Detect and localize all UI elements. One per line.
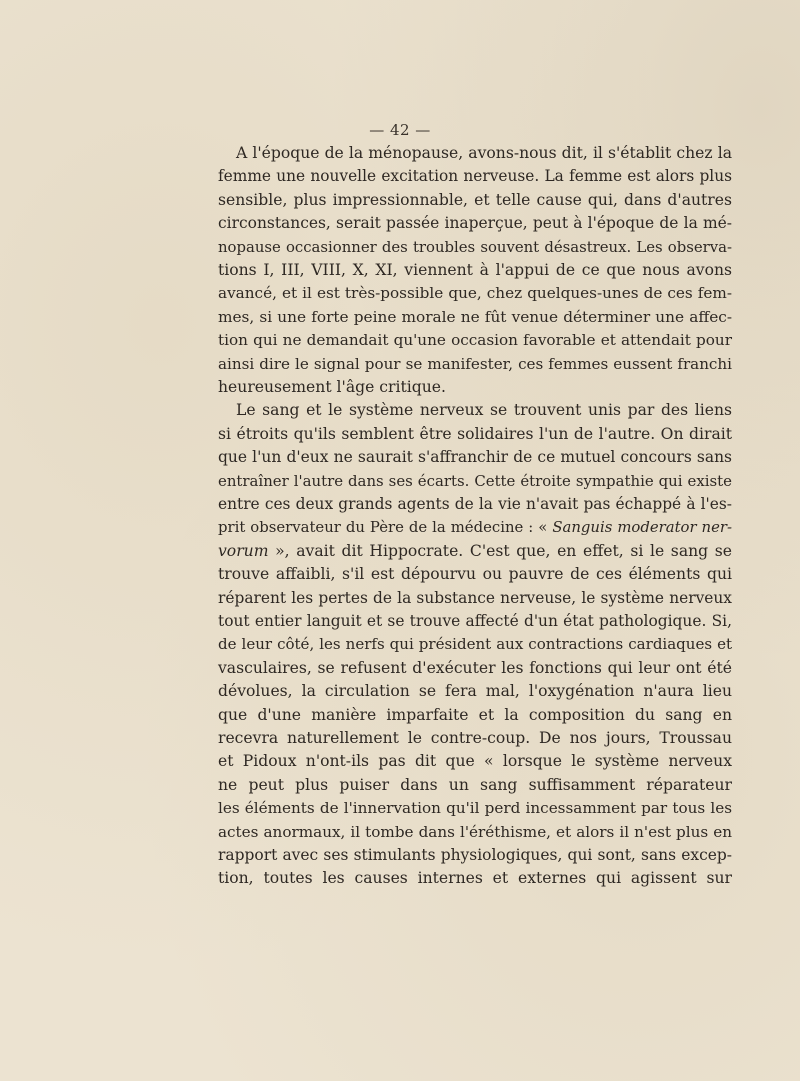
text-line [218,516,732,539]
text-line: tion, toutes les causes internes et externes qui agissent sur [218,869,732,888]
text-line: trouve affaibli, s'il est dépourvu ou pauvre de ces éléments qui [218,565,732,584]
text-line: heureusement l'âge critique. [218,378,446,396]
text-line: femme une nouvelle excitation nerveuse. La femme est alors plus [218,167,732,186]
text-line: rapport avec ses stimulants physiologiques, qui sont, sans excep- [218,846,732,864]
text-line [218,540,732,563]
text-line: A l'époque de la ménopause, avons-nous dit, il s'établit chez la [236,144,732,162]
text-line: si étroits qu'ils semblent être solidaires l'un de l'autre. On dirait [218,424,732,443]
text-line: recevra naturellement le contre-coup. De nos jours, Troussau [218,729,732,747]
text-line: entre ces deux grands agents de la vie n'avait pas échappé à l'es- [218,495,732,513]
text-line: sensible, plus impressionnable, et telle cause qui, dans d'autres [218,190,732,209]
text-line: de leur côté, les nerfs qui président aux contractions cardiaques et [218,635,732,654]
text-line: les éléments de l'innervation qu'il perd incessamment par tous les [218,799,732,818]
text-line: tions I, III, VIII, X, XI, viennent à l'appui de ce que nous avons [218,261,732,279]
latin-quote: Sanguis moderator ner- [552,518,733,537]
text-line: tout entier languit et se trouve affecté d'un état pathologique. Si, [218,612,732,630]
text-line: que l'un d'eux ne saurait s'affranchir de ce mutuel concours sans [218,448,732,467]
text-line: actes anormaux, il tombe dans l'éréthisme, et alors il n'est plus en [218,822,732,841]
text-segment: prit observateur du Père de la médecine : « [218,518,553,537]
latin-quote: vorum [218,541,269,560]
text-line: avancé, et il est très-possible que, chez quelques-unes de ces fem- [218,284,732,303]
text-line: vasculaires, se refusent d'exécuter les fonctions qui leur ont été [218,658,732,677]
text-line: entraîner l'autre dans ses écarts. Cette étroite sympathie qui existe [218,471,732,490]
text-line: Le sang et le système nerveux se trouvent unis par des liens [236,401,732,420]
text-line: circonstances, serait passée inaperçue, peut à l'époque de la mé- [218,214,732,233]
text-line: ne peut plus puiser dans un sang suffisamment réparateur [218,775,732,794]
text-line: dévolues, la circulation se fera mal, l'oxygénation n'aura lieu [218,682,732,701]
text-line: tion qui ne demandait qu'une occasion favorable et attendait pour [218,331,732,350]
text-line: ainsi dire le signal pour se manifester, ces femmes eussent franchi [218,354,732,373]
text-line: que d'une manière imparfaite et la composition du sang en [218,705,732,724]
text-segment: », avait dit Hippocrate. C'est que, en effet, si le sang se [268,541,732,560]
text-line: réparent les pertes de la substance nerveuse, le système nerveux [218,588,732,607]
text-line: mes, si une forte peine morale ne fût venue déterminer une affec- [218,307,732,326]
text-line: nopause occasionner des troubles souvent désastreux. Les observa- [218,237,732,256]
page-number: — 42 — [369,121,431,139]
text-line: et Pidoux n'ont-ils pas dit que « lorsque le système nerveux [218,752,732,771]
